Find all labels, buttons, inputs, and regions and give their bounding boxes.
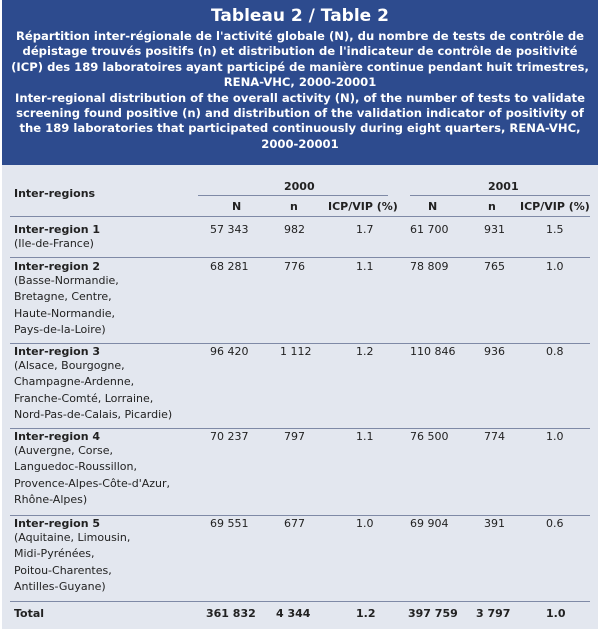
table-row: [14, 430, 170, 508]
cell-icp-2000: 1.2: [356, 345, 374, 358]
cell-N-2000: 70 237: [210, 430, 249, 443]
col-header-n-2001: n: [488, 200, 496, 213]
col-header-icp-2000: ICP/VIP (%): [328, 200, 398, 213]
total-icp-2001: 1.0: [546, 607, 566, 620]
data-table: [2, 165, 598, 629]
cell-icp-2000: 1.7: [356, 223, 374, 236]
cell-icp-2000: 1.1: [356, 430, 374, 443]
row-divider: [10, 515, 590, 516]
year-2001-underline: [410, 195, 590, 196]
total-icp-2000: 1.2: [356, 607, 376, 620]
cell-n-2000: 677: [284, 517, 305, 530]
cell-n-2000: 982: [284, 223, 305, 236]
row-label: Inter-region 3: [14, 345, 101, 358]
col-header-N-2000: N: [232, 200, 242, 213]
row-sublabel: Poitou-Charentes,: [14, 563, 112, 577]
row-sublabel: Haute-Normandie,: [14, 306, 116, 320]
cell-N-2001: 69 904: [410, 517, 449, 530]
header-divider: [10, 216, 590, 217]
cell-n-2000: 776: [284, 260, 305, 273]
row-sublabel: Pays-de-la-Loire): [14, 322, 106, 336]
col-header-icp-2001: ICP/VIP (%): [520, 200, 590, 213]
row-sublabel: Bretagne, Centre,: [14, 290, 112, 304]
row-label: Inter-region 4: [14, 430, 101, 443]
cell-icp-2001: 0.6: [546, 517, 564, 530]
row-divider: [10, 257, 590, 258]
row-sublabel: Champagne-Ardenne,: [14, 375, 135, 389]
cell-icp-2001: 1.0: [546, 260, 564, 273]
cell-N-2000: 57 343: [210, 223, 249, 236]
row-sublabel: Provence-Alpes-Côte-d'Azur,: [14, 476, 171, 490]
table-row: [14, 223, 100, 252]
cell-n-2001: 774: [484, 430, 505, 443]
cell-n-2001: 765: [484, 260, 505, 273]
row-sublabel: Franche-Comté, Lorraine,: [14, 391, 154, 405]
caption-english: Inter-regional distribution of the overall activity (N), of the number of tests to validate screening found positive (n) and distribution of the validation indicator of positivity of the 189 laboratories that participated continuously during eight quarters, RENA-VHC, 2000-20001: [15, 90, 585, 151]
row-sublabel: (Alsace, Bourgogne,: [14, 359, 125, 372]
cell-N-2001: 110 846: [410, 345, 456, 358]
total-N-2000: 361 832: [206, 607, 256, 620]
cell-icp-2001: 1.5: [546, 223, 564, 236]
table-frame: [2, 0, 598, 629]
cell-icp-2000: 1.1: [356, 260, 374, 273]
caption-french: Répartition inter-régionale de l'activité globale (N), du nombre de tests de contrôle de dépistage trouvés positifs (n) et distribution de l'indicateur de contrôle de positivité (ICP) des 189 laboratoires ayant participé de manière continue pendant huit trimestres, RENA-VHC, 2000-20001: [11, 29, 589, 90]
table-header: [2, 0, 598, 165]
total-n-2000: 4 344: [276, 607, 311, 620]
col-header-interregions: Inter-regions: [14, 187, 96, 200]
row-divider: [10, 343, 590, 344]
cell-N-2000: 96 420: [210, 345, 249, 358]
col-header-N-2001: N: [428, 200, 438, 213]
total-n-2001: 3 797: [476, 607, 511, 620]
year-2000-underline: [198, 195, 388, 196]
table-title: Tableau 2 / Table 2: [211, 6, 389, 26]
total-label: Total: [14, 607, 45, 620]
cell-n-2001: 391: [484, 517, 505, 530]
col-header-n-2000: n: [290, 200, 298, 213]
cell-N-2000: 68 281: [210, 260, 249, 273]
cell-icp-2001: 1.0: [546, 430, 564, 443]
cell-N-2001: 61 700: [410, 223, 449, 236]
total-N-2001: 397 759: [408, 607, 458, 620]
row-sublabel: (Auvergne, Corse,: [14, 444, 114, 457]
row-label: Inter-region 5: [14, 517, 101, 530]
table-row: [14, 345, 172, 423]
cell-icp-2001: 0.8: [546, 345, 564, 358]
col-header-year-2001: 2001: [488, 180, 519, 193]
row-sublabel: Languedoc-Roussillon,: [14, 460, 137, 474]
row-sublabel: (Ile-de-France): [14, 237, 94, 250]
cell-n-2001: 936: [484, 345, 505, 358]
row-sublabel: Antilles-Guyane): [14, 579, 106, 593]
cell-n-2000: 1 112: [280, 345, 312, 358]
row-sublabel: (Aquitaine, Limousin,: [14, 531, 131, 544]
table-row: [14, 517, 130, 595]
col-header-year-2000: 2000: [284, 180, 315, 193]
cell-N-2001: 78 809: [410, 260, 449, 273]
row-label: Inter-region 1: [14, 223, 101, 236]
cell-n-2001: 931: [484, 223, 505, 236]
total-divider: [10, 601, 590, 602]
row-sublabel: Midi-Pyrénées,: [14, 547, 95, 561]
row-sublabel: Rhône-Alpes): [14, 492, 88, 506]
table-row: [14, 260, 119, 338]
row-sublabel: Nord-Pas-de-Calais, Picardie): [14, 407, 173, 421]
cell-N-2001: 76 500: [410, 430, 449, 443]
cell-n-2000: 797: [284, 430, 305, 443]
row-divider: [10, 428, 590, 429]
row-sublabel: (Basse-Normandie,: [14, 274, 119, 287]
cell-icp-2000: 1.0: [356, 517, 374, 530]
cell-N-2000: 69 551: [210, 517, 249, 530]
row-label: Inter-region 2: [14, 260, 101, 273]
